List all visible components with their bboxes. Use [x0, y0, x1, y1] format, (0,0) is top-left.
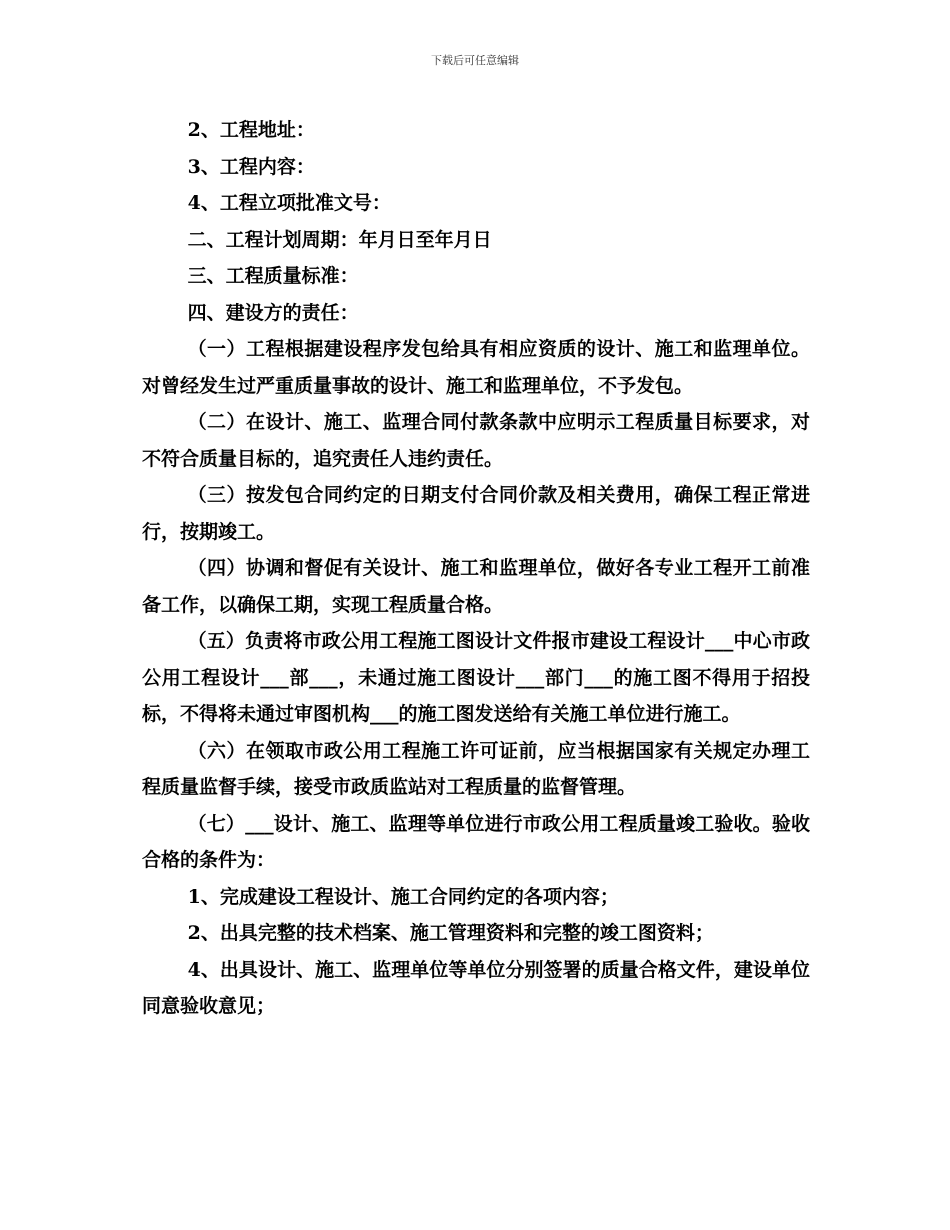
paragraph-quality-standard: 三、工程质量标准： — [187, 265, 359, 287]
paragraph-clause-6: （六）在领取市政公用工程施工许可证前，应当根据国家有关规定办理工程质量监督手续，接受市政质监站对工程质量的监督管理。 — [142, 739, 810, 798]
paragraph-condition-2: 2、出具完整的技术档案、施工管理资料和完整的竣工图资料； — [187, 922, 714, 944]
paragraph-project-content: 3、工程内容： — [187, 155, 315, 178]
paragraph-condition-4: 4、出具设计、施工、监理单位等单位分别签署的质量合格文件，建设单位同意验收意见； — [142, 958, 810, 1017]
paragraph-approval-number: 4、工程立项批准文号： — [187, 192, 391, 214]
paragraph-plan-period: 二、工程计划周期：年月日至年月日 — [187, 228, 492, 251]
paragraph-project-address: 2、工程地址： — [187, 119, 315, 141]
page-header: 下载后可任意编辑 — [431, 54, 519, 67]
paragraph-condition-1: 1、完成建设工程设计、施工合同约定的各项内容； — [187, 885, 619, 908]
paragraph-clause-4: （四）协调和督促有关设计、施工和监理单位，做好各专业工程开工前准备工作，以确保工期，实现工程质量合格。 — [142, 557, 810, 616]
paragraph-clause-3: （三）按发包合同约定的日期支付合同价款及相关费用，确保工程正常进行，按期竣工。 — [142, 484, 810, 543]
paragraph-clause-5: （五）负责将市政公用工程施工图设计文件报市建设工程设计___中心市政公用工程设计___部___，未通过施工图设计___部门___的施工图不得用于招投标，不得将未通过审图机构___的施工图发送给有关施工单位进行施工。 — [142, 630, 810, 725]
paragraph-clause-1: （一）工程根据建设程序发包给具有相应资质的设计、施工和监理单位。对曾经发生过严重质量事故的设计、施工和监理单位，不予发包。 — [142, 338, 810, 397]
paragraph-owner-responsibility: 四、建设方的责任： — [187, 301, 359, 324]
paragraph-clause-2: （二）在设计、施工、监理合同付款条款中应明示工程质量目标要求，对不符合质量目标的，追究责任人违约责任。 — [142, 411, 810, 470]
document-body — [142, 112, 810, 1025]
paragraph-clause-7: （七）___设计、施工、监理等单位进行市政公用工程质量竣工验收。验收合格的条件为： — [142, 812, 810, 871]
